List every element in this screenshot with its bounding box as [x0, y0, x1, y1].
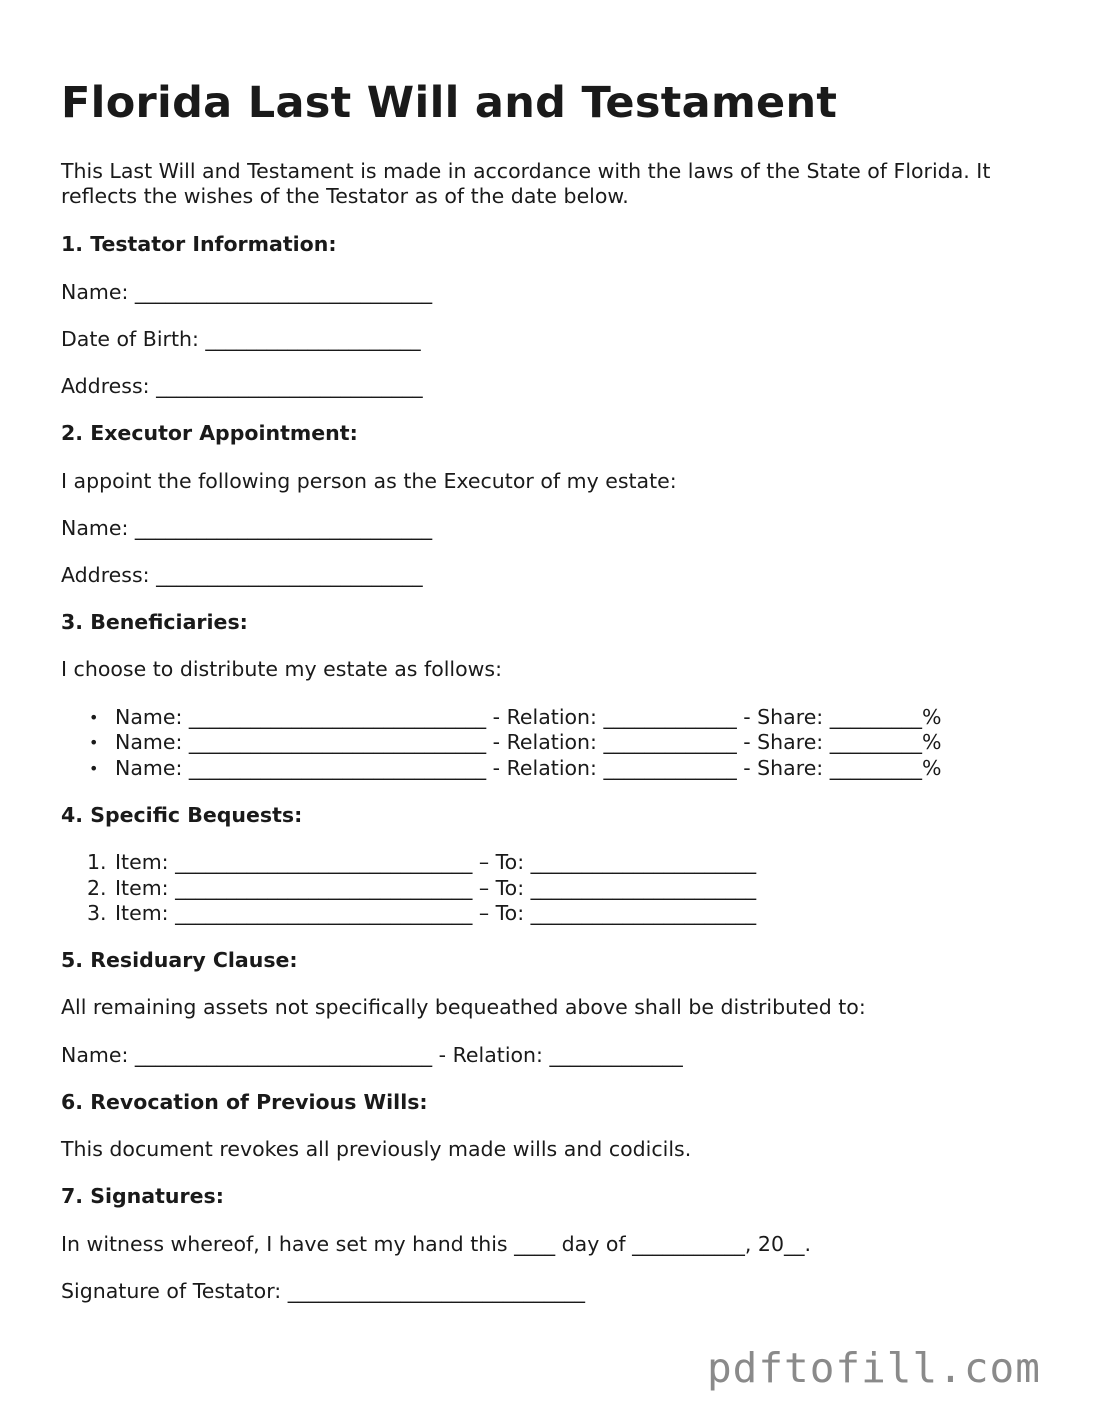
- intro-paragraph: This Last Will and Testament is made in accordance with the laws of the State of Florida. It reflects the wishes of the Testator as of the date below.: [61, 159, 991, 208]
- bequest-1-field[interactable]: Item: _____________________________ – To: ______________________: [115, 850, 757, 874]
- testator-name-field[interactable]: Name: _____________________________: [61, 280, 433, 304]
- bullet-icon: •: [89, 759, 99, 778]
- bequest-1-number: 1.: [87, 850, 107, 874]
- bequest-3-number: 3.: [87, 901, 107, 925]
- residuary-text: All remaining assets not specifically bequeathed above shall be distributed to:: [61, 995, 866, 1019]
- section-executor-heading: 2. Executor Appointment:: [61, 421, 358, 445]
- document-title: Florida Last Will and Testament: [61, 78, 838, 128]
- section-beneficiaries-heading: 3. Beneficiaries:: [61, 610, 248, 634]
- revocation-text: This document revokes all previously made wills and codicils.: [61, 1137, 692, 1161]
- beneficiaries-intro-text: I choose to distribute my estate as follows:: [61, 657, 503, 681]
- watermark-logo: pdftofill.com: [707, 1344, 1041, 1392]
- residuary-beneficiary-field[interactable]: Name: _____________________________ - Relation: _____________: [61, 1043, 683, 1067]
- bullet-icon: •: [89, 708, 99, 727]
- section-residuary-heading: 5. Residuary Clause:: [61, 948, 298, 972]
- executor-intro-text: I appoint the following person as the Executor of my estate:: [61, 469, 677, 493]
- beneficiary-2-field[interactable]: Name: _____________________________ - Relation: _____________ - Share: _________%: [115, 730, 942, 754]
- bequest-2-number: 2.: [87, 876, 107, 900]
- testator-dob-field[interactable]: Date of Birth: _____________________: [61, 327, 421, 351]
- section-signatures-heading: 7. Signatures:: [61, 1184, 224, 1208]
- section-testator-heading: 1. Testator Information:: [61, 232, 337, 256]
- bequest-2-field[interactable]: Item: _____________________________ – To: ______________________: [115, 876, 757, 900]
- executor-name-field[interactable]: Name: _____________________________: [61, 516, 433, 540]
- testator-address-field[interactable]: Address: __________________________: [61, 374, 423, 398]
- testator-signature-field[interactable]: Signature of Testator: _____________________________: [61, 1279, 585, 1303]
- beneficiary-3-field[interactable]: Name: _____________________________ - Relation: _____________ - Share: _________%: [115, 756, 942, 780]
- executor-address-field[interactable]: Address: __________________________: [61, 563, 423, 587]
- section-revocation-heading: 6. Revocation of Previous Wills:: [61, 1090, 428, 1114]
- bequest-3-field[interactable]: Item: _____________________________ – To: ______________________: [115, 901, 757, 925]
- bullet-icon: •: [89, 733, 99, 752]
- section-bequests-heading: 4. Specific Bequests:: [61, 803, 303, 827]
- witness-date-field[interactable]: In witness whereof, I have set my hand this ____ day of ___________, 20__.: [61, 1232, 812, 1256]
- beneficiary-1-field[interactable]: Name: _____________________________ - Relation: _____________ - Share: _________%: [115, 705, 942, 729]
